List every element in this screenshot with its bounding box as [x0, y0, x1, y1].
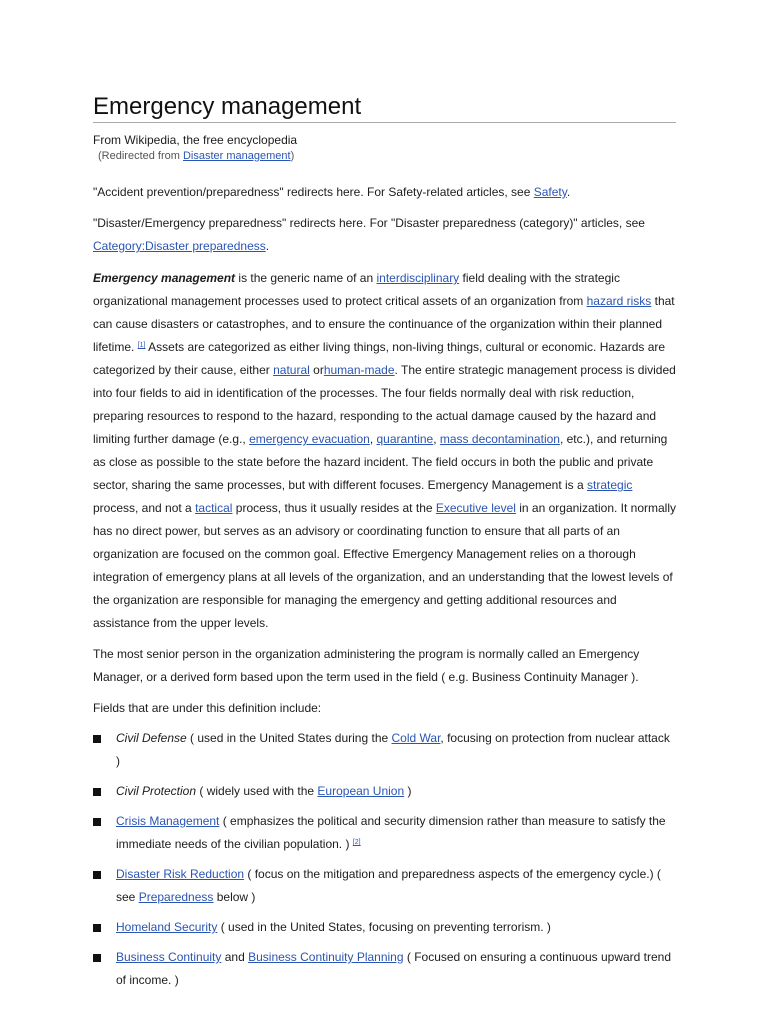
text: ( emphasizes the political and security dimension rather than measure to satisfy the immediate needs of the civilian population. ) [116, 814, 666, 851]
paragraph-fields-intro: Fields that are under this definition include: [93, 701, 322, 715]
hatnote-text: "Disaster/Emergency preparedness" redirects here. For "Disaster preparedness (category)" articles, see [93, 216, 645, 230]
link-preparedness[interactable]: Preparedness [138, 890, 214, 904]
text: , [369, 432, 377, 446]
text: ( used in the United States, focusing on preventing terrorism. ) [217, 920, 551, 934]
link-european-union[interactable]: European Union [317, 784, 405, 798]
link-category-disaster-preparedness[interactable]: Category:Disaster preparedness [93, 239, 266, 253]
text: process, thus it usually resides at the [232, 501, 436, 515]
link-natural[interactable]: natural [273, 363, 310, 377]
link-disaster-management[interactable]: Disaster management [182, 150, 291, 162]
bullet-icon [93, 954, 101, 962]
fields-list [93, 727, 676, 992]
list-item [93, 946, 676, 992]
text: Assets are categorized as either living things, non-living things, cultural or economic. Hazards are categorized by their cause, either [93, 340, 666, 377]
lead-bold-term: Emergency management [93, 271, 236, 285]
link-homeland-security[interactable]: Homeland Security [116, 920, 218, 934]
link-tactical[interactable]: tactical [195, 501, 233, 515]
list-item [93, 916, 676, 939]
link-safety[interactable]: Safety [533, 185, 567, 199]
hatnote-end: . [265, 239, 270, 253]
list-item [93, 727, 676, 773]
text: . The entire strategic management process is divided into four fields to aid in identification of the processes. The four fields normally deal with risk reduction, preparing resources to respond to the hazard, responding to the actual damage caused by the hazard and limiting further damage (e.g., [93, 363, 676, 446]
text: ) [404, 784, 412, 798]
link-human-made[interactable]: human-made [323, 363, 395, 377]
list-item [93, 780, 676, 803]
list-item [93, 810, 676, 856]
hatnote-disaster-preparedness [93, 212, 676, 258]
link-emergency-evacuation[interactable]: emergency evacuation [249, 432, 370, 446]
text: ( focus on the mitigation and preparedness aspects of the emergency cycle.) ( see [116, 867, 661, 904]
lead-paragraph [93, 267, 676, 635]
text: that can cause disasters or catastrophes, and to ensure the continuance of the organization within their planned lifetime. [93, 294, 675, 354]
list-term: Civil Protection [116, 784, 197, 798]
site-tagline: From Wikipedia, the free encyclopedia [93, 133, 298, 147]
link-executive-level[interactable]: Executive level [435, 501, 516, 515]
link-interdisciplinary[interactable]: interdisciplinary [376, 271, 460, 285]
page-title: Emergency management [93, 0, 676, 123]
text: field dealing with the strategic organizational management processes used to protect critical assets of an organization from [93, 271, 620, 308]
link-strategic[interactable]: strategic [587, 478, 633, 492]
link-crisis-management[interactable]: Crisis Management [116, 814, 220, 828]
hatnote-end: . [566, 185, 571, 199]
bullet-icon [93, 924, 101, 932]
link-business-continuity-planning[interactable]: Business Continuity Planning [248, 950, 404, 964]
reference-2[interactable]: [2] [352, 839, 361, 846]
link-disaster-risk-reduction[interactable]: Disaster Risk Reduction [116, 867, 245, 881]
list-item [93, 863, 676, 909]
bullet-icon [93, 735, 101, 743]
text: , focusing on protection from nuclear attack ) [116, 731, 670, 768]
redirect-note [98, 148, 676, 164]
hatnote-text: "Accident prevention/preparedness" redirects here. For Safety-related articles, see [93, 185, 534, 199]
text: ( used in the United States during the [186, 731, 392, 745]
bullet-icon [93, 818, 101, 826]
text: is the generic name of an [235, 271, 377, 285]
list-term: Civil Defense [116, 731, 187, 745]
text: below ) [213, 890, 256, 904]
bullet-icon [93, 788, 101, 796]
link-quarantine[interactable]: quarantine [376, 432, 434, 446]
redirect-suffix: ) [290, 150, 295, 162]
bullet-icon [93, 871, 101, 879]
text: process, and not a [93, 501, 196, 515]
link-cold-war[interactable]: Cold War [391, 731, 441, 745]
link-business-continuity[interactable]: Business Continuity [116, 950, 222, 964]
redirect-prefix: (Redirected from [98, 150, 183, 162]
text: in an organization. It normally has no direct power, but serves as an advisory or coordinating function to ensure that all parts of an organization are focused on the common goal. Effective Emergency Management relies on a thorough integration of emergency plans at all levels of the organization, and an understanding that the lowest levels of the organization are responsible for managing the emergency and getting additional resources and assistance from the upper levels. [93, 501, 677, 630]
text: or [309, 363, 324, 377]
text: , etc.), and returning as close as possible to the state before the hazard incident. The field occurs in both the public and private sector, sharing the same processes, but with different focuses. Emergency Management is a [93, 432, 668, 492]
reference-1[interactable]: [1] [137, 342, 146, 349]
text: and [221, 950, 249, 964]
text: ( widely used with the [196, 784, 318, 798]
paragraph-emergency-manager: The most senior person in the organization administering the program is normally called an Emergency Manager, or a derived form based upon the term used in the field ( e.g. Business Continuity Manager ). [93, 647, 640, 684]
text: , [433, 432, 440, 446]
text: ( Focused on ensuring a continuous upward trend of income. ) [116, 950, 672, 987]
hatnote-accident-prevention [93, 181, 676, 204]
link-mass-decontamination[interactable]: mass decontamination [439, 432, 560, 446]
link-hazard-risks[interactable]: hazard risks [586, 294, 652, 308]
